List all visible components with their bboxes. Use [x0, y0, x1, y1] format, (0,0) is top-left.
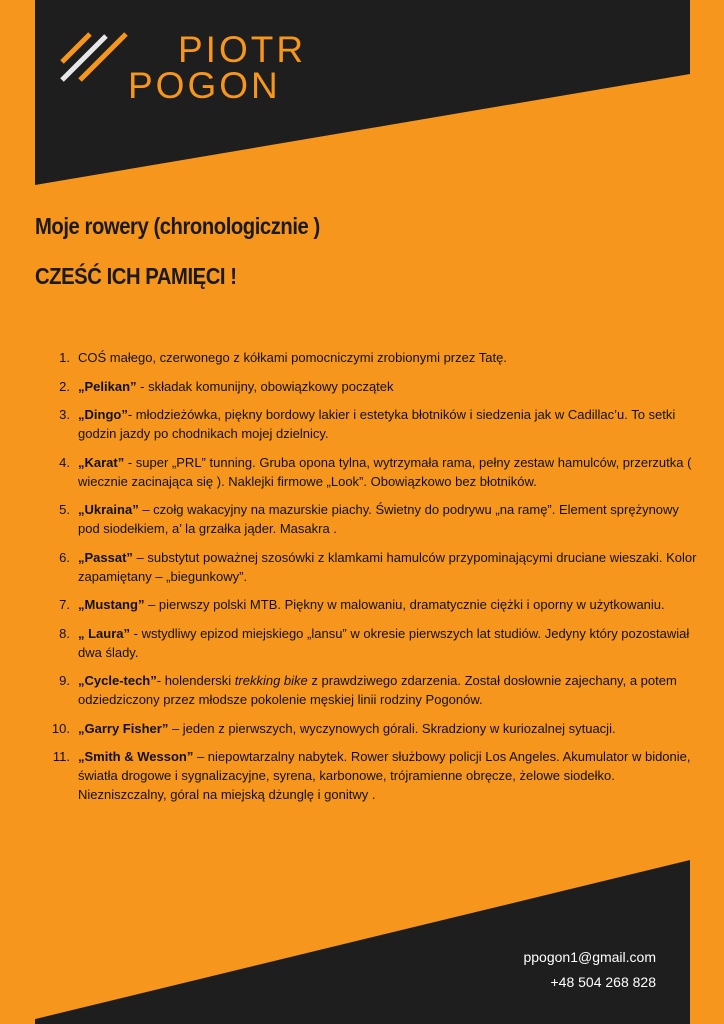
- logo-stripes-icon: [60, 32, 134, 82]
- bike-description: – pierwszy polski MTB. Piękny w malowaniu, dramatycznie ciężki i oporny w użytkowaniu.: [144, 597, 665, 612]
- list-item-body: [78, 749, 691, 802]
- bike-description: - składak komunijny, obowiązkowy początek: [136, 378, 394, 394]
- bike-description-italic: trekking bike: [234, 673, 308, 688]
- bike-name: „Garry Fisher”: [78, 720, 169, 736]
- list-item-body: [78, 626, 689, 660]
- list-item-number: 11.: [52, 749, 70, 764]
- logo-name-line1: PIOTR: [178, 29, 307, 70]
- list-item-number: 5.: [59, 502, 70, 517]
- list-item-body: [78, 550, 696, 584]
- bike-description: COŚ małego, czerwonego z kółkami pomocniczymi zrobionymi przez Tatę.: [78, 350, 507, 365]
- list-item-body: [78, 407, 675, 441]
- bike-description: - holenderski: [156, 673, 235, 688]
- list-item-number: 10.: [51, 720, 70, 736]
- page-subtitle: CZEŚĆ ICH PAMIĘCI !: [35, 263, 237, 289]
- list-item-body: [78, 502, 679, 536]
- list-item-body: [78, 379, 394, 394]
- list-item: [50, 624, 700, 662]
- list-item: [50, 348, 700, 367]
- bike-name: „Dingo”: [78, 407, 128, 422]
- bike-name: „Ukraina”: [78, 502, 139, 517]
- list-item-number: 9.: [59, 673, 70, 688]
- list-item-number: 7.: [59, 597, 70, 612]
- list-item-body: [78, 597, 665, 612]
- bike-description-cont: z prawdziwego zdarzenia. Został dosłownie zajechany, a potem odziedziczony przez młodsze pokolenie męskiej linii rodziny Pogonów.: [78, 673, 677, 707]
- list-item: [50, 747, 700, 804]
- list-item: [50, 500, 700, 538]
- bike-name: „Karat”: [78, 454, 125, 470]
- list-item: [50, 671, 700, 709]
- bike-description: – niepowtarzalny nabytek. Rower służbowy policji Los Angeles. Akumulator w bidonie, światła drogowe i sygnalizacyjne, syrena, karbonowe, trójramienne obręcze, żelowe siodełko. Niezniszczalny, góral na miejską dżunglę i gonitwy .: [78, 749, 691, 802]
- list-item: [50, 405, 700, 443]
- bike-description: - młodzieżówka, piękny bordowy lakier i estetyka błotników i siedzenia jak w Cadillac’u. To setki godzin jazdy po chodnikach mojej dzielnicy.: [78, 407, 676, 441]
- bike-name: „Mustang”: [78, 597, 145, 612]
- bike-name: „Smith & Wesson”: [78, 749, 194, 764]
- list-item: [50, 719, 700, 738]
- bike-description: – substytut poważnej szosówki z klamkami hamulców przypominającymi druciane wieszaki. Kolor zapamiętany – „biegunkowy”.: [78, 549, 697, 584]
- list-item-number: 4.: [59, 454, 70, 470]
- list-item-number: 2.: [59, 378, 70, 394]
- contact-email[interactable]: ppogon1@gmail.com: [523, 949, 656, 965]
- list-item-body: [78, 350, 507, 365]
- list-item-number: 6.: [59, 549, 70, 565]
- list-item-body: [78, 455, 691, 489]
- bike-description: – czołg wakacyjny na mazurskie piachy. Świetny do podrywu „na ramę”. Element sprężynowy pod siodełkiem, a’ la grzałka jąder. Masakra .: [78, 502, 679, 536]
- bike-name: „ Laura”: [78, 625, 131, 641]
- list-item-number: 8.: [59, 625, 70, 641]
- contact-block: [523, 945, 656, 995]
- page-title: Moje rowery (chronologicznie ): [35, 213, 320, 239]
- bike-list: [50, 348, 700, 814]
- list-item-body: [78, 673, 677, 707]
- bike-name: „Cycle-tech”: [78, 673, 157, 688]
- list-item-number: 1.: [59, 350, 70, 365]
- logo-name-line2: POGON: [128, 65, 281, 106]
- list-item-body: [78, 721, 616, 736]
- bike-description: - super „PRL” tunning. Gruba opona tylna, wytrzymała rama, pełny zestaw hamulców, przerzutka ( wiecznie zacinająca się ). Naklejki firmowe „Look”. Obowiązkowo bez błotników.: [78, 454, 692, 489]
- list-item: [50, 548, 700, 586]
- bike-description: – jeden z pierwszych, wyczynowych górali. Skradziony w kuriozalnej sytuacji.: [168, 720, 616, 736]
- bike-description: - wstydliwy epizod miejskiego „lansu” w okresie pierwszych lat studiów. Jedyny który pozostawiał dwa ślady.: [78, 625, 690, 660]
- list-item: [50, 377, 700, 396]
- contact-phone: +48 504 268 828: [550, 974, 656, 990]
- bike-name: „Passat”: [78, 549, 133, 565]
- list-item-number: 3.: [59, 407, 70, 422]
- list-item: [50, 453, 700, 491]
- bike-name: „Pelikan”: [78, 378, 137, 394]
- list-item: [50, 595, 700, 614]
